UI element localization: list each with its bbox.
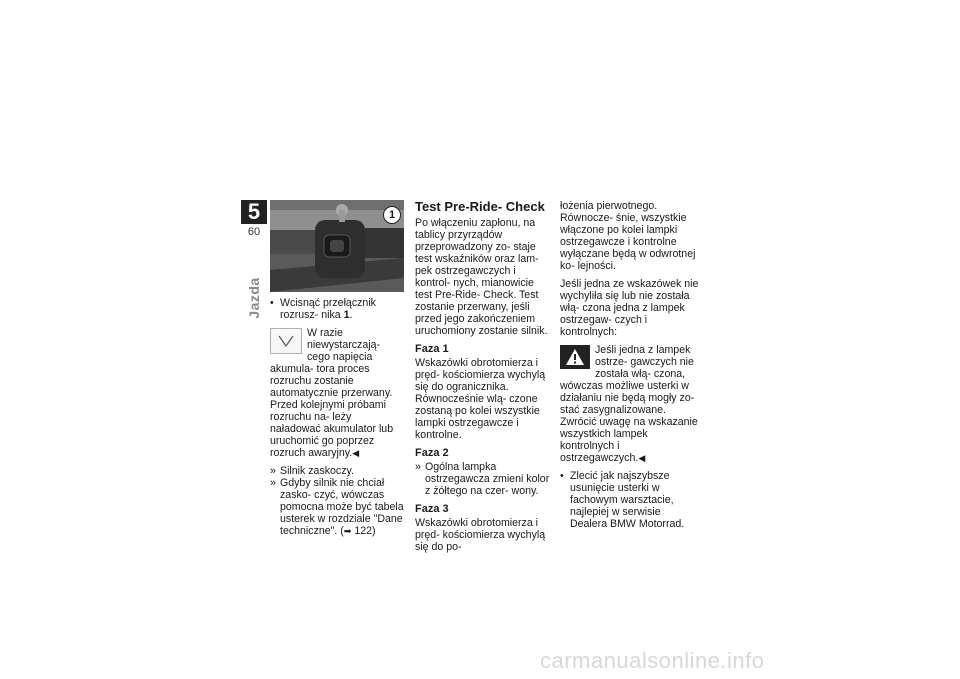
page-ref-arrow-icon: ➡ [343,526,352,536]
section-heading: Test Pre-Ride- Check [415,199,545,214]
chapter-number: 5 [241,200,267,224]
continued-paragraph: łożenia pierwotnego. Równocze- śnie, wszystkie włączone po kolei lampki ostrzegawcze i kontrolne wyłączane będą w odwrotnej ko- lejności. [560,200,696,272]
warning-text: Jeśli jedna z lampek ostrze- gawczych nie została włą- czona, wówczas możliwe usterki w działaniu nie będą mogły zo- stać zasygnalizowane. [560,344,695,416]
result-text: Gdyby silnik nie chciał zasko- czyć, wówczas pomocna może być tabela usterek w rozdziale "Dane techniczne". ( [280,477,404,537]
column-2 [415,200,550,559]
callout-1: 1 [383,206,401,224]
hint-icon [270,328,302,354]
result-2 [270,477,404,537]
intro-paragraph: Po włączeniu zapłonu, na tablicy przyrządów przeprowadzony zo- staje test wskaźników oraz lam- pek ostrzegawczych i kontrol- nych, mianowicie test Pre-Ride- Check. Test zostanie przerwany, jeśli przed jego zakończeniem uruchomiony zostanie silnik. [415,217,548,337]
phase3-text: Wskazówki obrotomierza i pręd- kościomierza wychylą się do po- [415,517,546,553]
page-ref[interactable]: 122) [354,525,376,537]
phase1-text: Wskazówki obrotomierza i pręd- kościomierza wychylą się do ogranicznika. Równocześnie wlą- czone zostaną po kolei wszystkie lampki ostrzegawcze i kontrolne. [415,357,546,441]
instruction-press-starter: • Wcisnąć przełącznik rozrusz- nika 1. [270,297,404,321]
phase3-title: Faza 3 [415,503,449,515]
section-title: Jazda [246,277,262,319]
phase2-text: » Ogólna lampka ostrzegawcza zmieni kolor z żółtego na czer- wony. [415,461,550,497]
end-mark: ◀ [352,448,360,458]
phase2-title: Faza 2 [415,447,449,459]
column-3 [560,200,700,536]
end-mark: ◀ [638,453,646,463]
warning-text-2: Zwrócić uwagę na wskazanie wszystkich lampek kontrolnych i ostrzegawczych. [560,416,698,464]
instruction-text: Wcisnąć przełącznik rozrusz- nika [280,297,376,321]
warning-note [560,344,700,464]
result-1: » Silnik zaskoczy. [270,465,404,477]
watermark: carmanualsonline.info [540,648,765,673]
warning-icon [560,345,590,369]
page-number: 60 [247,226,261,238]
ref-number: 1 [343,309,350,321]
handlebar-switch-photo [270,200,404,292]
phase1-title: Faza 1 [415,343,449,355]
column-1 [270,297,404,537]
note-text: W razie niewystarczają- cego napięcia akumula- tora proces rozruchu zostanie automatycznie przerwany. Przed kolejnymi próbami rozruchu na- leży naładować akumulator lub uruchomić go poprzez rozruch awaryjny. [270,327,394,459]
hint-note [270,327,404,459]
check-paragraph: Jeśli jedna ze wskazówek nie wychyliła się lub nie została włą- czona jedna z lampek ostrzegaw- czych i kontrolnych: [560,278,699,338]
instruction-workshop: • Zlecić jak najszybsze usunięcie usterki w fachowym warsztacie, najlepiej w serwisie Dealera BMW Motorrad. [560,470,700,530]
